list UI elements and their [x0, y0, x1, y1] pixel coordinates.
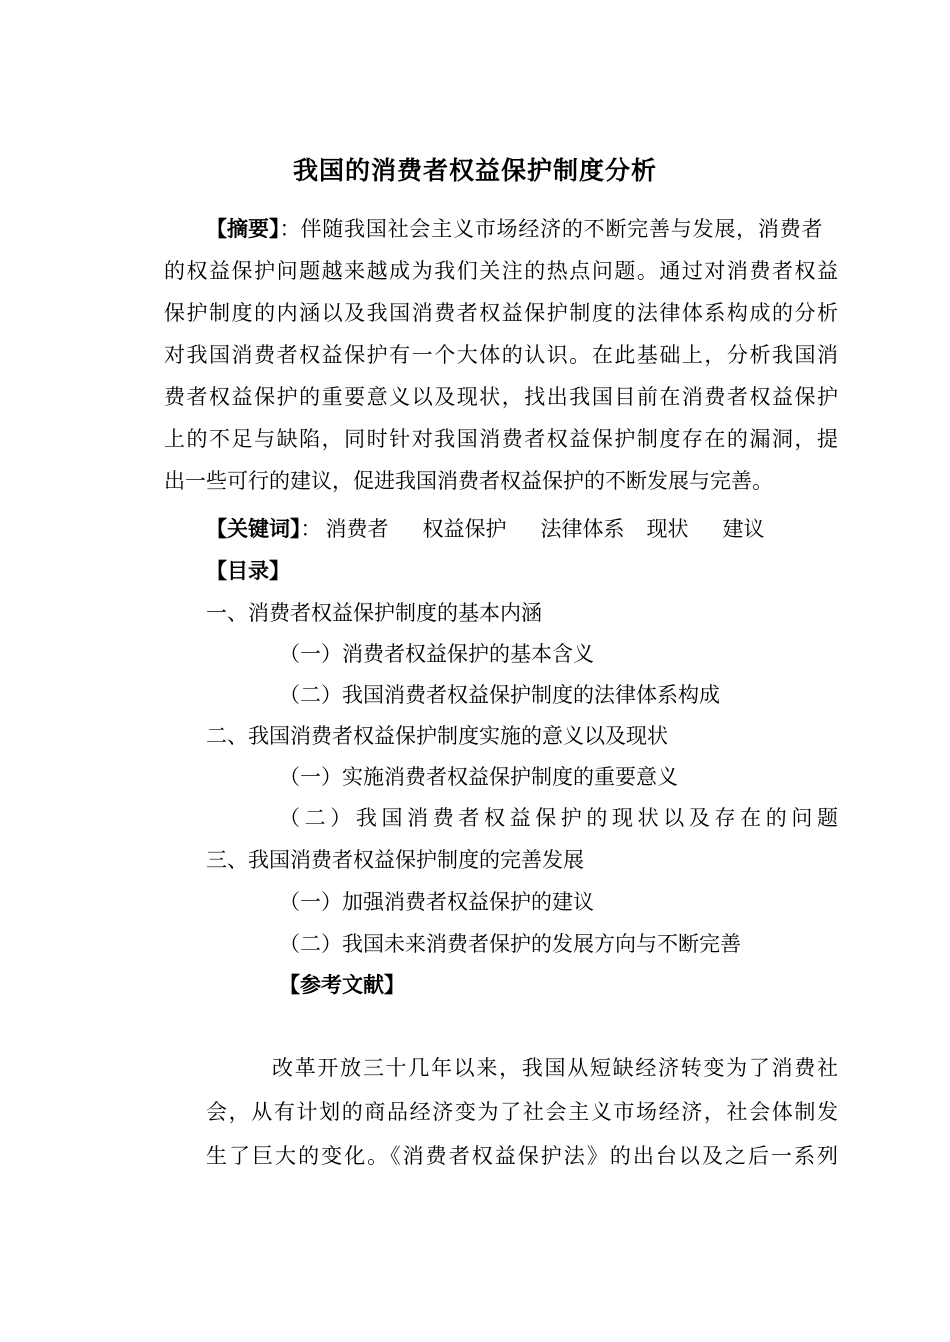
keywords-line	[206, 515, 765, 543]
keyword-item: 现状	[646, 517, 689, 541]
keyword-item: 权益保护	[422, 517, 507, 541]
toc-item: 一、消费者权益保护制度的基本内涵	[206, 601, 542, 625]
toc-item: （二）我国消费者权益保护的现状以及存在的问题	[279, 806, 838, 830]
toc-item: 二、我国消费者权益保护制度实施的意义以及现状	[206, 724, 668, 748]
document-title: 我国的消费者权益保护制度分析	[292, 156, 657, 185]
abstract-line-2: 的权益保护问题越来越成为我们关注的热点问题。通过对消费者权益	[164, 259, 838, 283]
abstract-separator: ：	[279, 217, 301, 241]
toc-item: （二）我国消费者权益保护制度的法律体系构成	[279, 683, 720, 707]
abstract-line-6: 上的不足与缺陷，同时针对我国消费者权益保护制度存在的漏洞，提	[164, 427, 838, 451]
abstract-line-3: 保护制度的内涵以及我国消费者权益保护制度的法律体系构成的分析	[164, 301, 838, 325]
toc-item: （一）实施消费者权益保护制度的重要意义	[279, 765, 678, 789]
toc-item: （一）消费者权益保护的基本含义	[279, 642, 594, 666]
toc-references: 【参考文献】	[279, 973, 405, 997]
keywords-separator: ：	[300, 517, 322, 541]
abstract-label: 【摘要】	[206, 217, 280, 241]
body-line-3: 生了巨大的变化。《消费者权益保护法》的出台以及之后一系列	[206, 1144, 838, 1168]
keyword-item: 建议	[722, 517, 765, 541]
toc-item: （一）加强消费者权益保护的建议	[279, 890, 594, 914]
toc-item: 三、我国消费者权益保护制度的完善发展	[206, 848, 584, 872]
keywords-label: 【关键词】	[206, 517, 301, 541]
abstract-line-7: 出一些可行的建议，促进我国消费者权益保护的不断发展与完善。	[164, 469, 773, 493]
abstract-line-5: 费者权益保护的重要意义以及现状，找出我国目前在消费者权益保护	[164, 385, 838, 409]
keyword-item: 法律体系	[540, 517, 625, 541]
keyword-item: 消费者	[325, 517, 389, 541]
toc-label: 【目录】	[206, 559, 290, 583]
toc-item: （二）我国未来消费者保护的发展方向与不断完善	[279, 932, 741, 956]
body-line-1: 改革开放三十几年以来，我国从短缺经济转变为了消费社	[272, 1056, 838, 1080]
abstract-line-4: 对我国消费者权益保护有一个大体的认识。在此基础上，分析我国消	[164, 343, 838, 367]
abstract-text: 伴随我国社会主义市场经济的不断完善与发展，消费者	[300, 217, 823, 241]
abstract-line-1	[206, 215, 838, 243]
body-line-2: 会，从有计划的商品经济变为了社会主义市场经济，社会体制发	[206, 1100, 838, 1124]
